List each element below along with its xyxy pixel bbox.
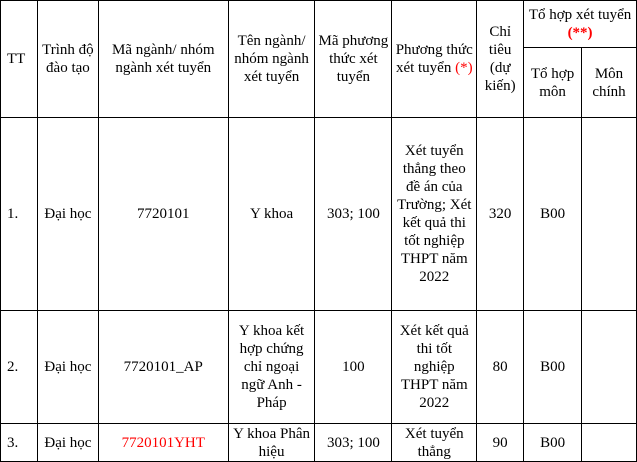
header-method-label: Phương thức xét tuyển bbox=[395, 42, 473, 76]
header-major-code: Mã ngành/ nhóm ngành xét tuyển bbox=[98, 1, 228, 118]
header-level: Trình độ đào tạo bbox=[37, 1, 98, 118]
row-combo: B00 bbox=[524, 311, 582, 424]
row-tt: 3. bbox=[1, 424, 38, 462]
row-method: Xét tuyển thẳng theo đề án của Trường; Xét kết quả thi tốt nghiệp THPT năm 2022 bbox=[392, 118, 477, 311]
header-method-mark: (*) bbox=[455, 60, 473, 76]
row-major-name: Y khoa kết hợp chứng chỉ ngoại ngữ Anh - Pháp bbox=[228, 311, 315, 424]
header-quota: Chỉ tiêu (dự kiến) bbox=[477, 1, 524, 118]
row-tt: 1. bbox=[1, 118, 38, 311]
header-combo-group bbox=[524, 1, 637, 48]
row-level: Đại học bbox=[37, 424, 98, 462]
header-main-subject: Môn chính bbox=[582, 48, 637, 118]
row-major-name: Y khoa bbox=[228, 118, 315, 311]
row-major-name: Y khoa Phân hiệu bbox=[228, 424, 315, 462]
table-row bbox=[1, 118, 637, 311]
row-method: Xét kết quả thi tốt nghiệp THPT năm 2022 bbox=[392, 311, 477, 424]
header-method-code: Mã phương thức xét tuyển bbox=[315, 1, 392, 118]
row-major-code: 7720101YHT bbox=[98, 424, 228, 462]
row-combo: B00 bbox=[524, 424, 582, 462]
row-method: Xét tuyển thẳng bbox=[392, 424, 477, 462]
header-combo-group-label: Tổ hợp xét tuyển bbox=[528, 7, 632, 23]
header-combo: Tổ hợp môn bbox=[524, 48, 582, 118]
row-quota: 320 bbox=[477, 118, 524, 311]
row-main-subject bbox=[582, 424, 637, 462]
table-row bbox=[1, 424, 637, 462]
row-method-code: 303; 100 bbox=[315, 118, 392, 311]
row-major-code: 7720101_AP bbox=[98, 311, 228, 424]
header-tt: TT bbox=[1, 1, 38, 118]
row-method-code: 303; 100 bbox=[315, 424, 392, 462]
row-main-subject bbox=[582, 311, 637, 424]
header-major-name: Tên ngành/ nhóm ngành xét tuyển bbox=[228, 1, 315, 118]
row-method-code: 100 bbox=[315, 311, 392, 424]
row-major-code: 7720101 bbox=[98, 118, 228, 311]
table-row bbox=[1, 311, 637, 424]
row-main-subject bbox=[582, 118, 637, 311]
row-tt: 2. bbox=[1, 311, 38, 424]
header-combo-group-mark: (**) bbox=[567, 25, 593, 41]
row-level: Đại học bbox=[37, 311, 98, 424]
row-quota: 90 bbox=[477, 424, 524, 462]
row-quota: 80 bbox=[477, 311, 524, 424]
row-combo: B00 bbox=[524, 118, 582, 311]
row-level: Đại học bbox=[37, 118, 98, 311]
header-method bbox=[392, 1, 477, 118]
